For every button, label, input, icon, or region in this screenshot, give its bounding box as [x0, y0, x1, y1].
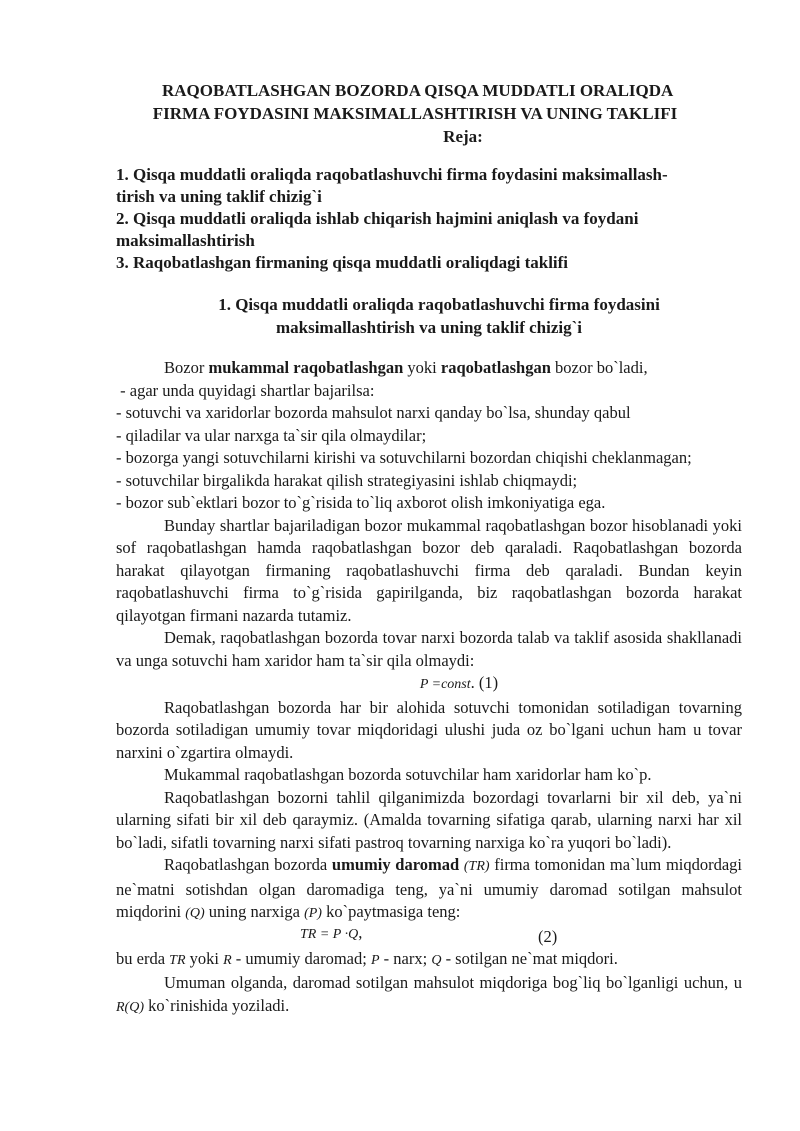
title-line-1: RAQOBATLASHGAN BOZORDA QISQA MUDDATLI ORALIQDA: [162, 81, 674, 100]
plan-item-2-cont: maksimallashtirish: [116, 231, 255, 250]
plan-item-3: 3. Raqobatlashgan firmaning qisqa muddatli oraliqdagi taklifi: [116, 253, 569, 272]
paragraph-3: Demak, raqobatlashgan bozorda tovar narxi bozorda talab va taklif asosida shakllanadi va unga sotuvchi ham xaridor ham ta`sir qila olmaydi:: [116, 628, 742, 670]
equation-2-comma: ,: [358, 922, 363, 942]
math-symbol: (Q): [185, 906, 205, 921]
plan-list: [116, 164, 756, 274]
equation-1: [116, 672, 742, 697]
text-run: Raqobatlashgan bozorda: [164, 855, 332, 874]
title-line-2: FIRMA FOYDASINI MAKSIMALLASHTIRISH VA UNING TAKLIFI: [152, 104, 678, 123]
reja-heading: Reja:: [443, 127, 483, 146]
math-symbol: R(Q): [116, 999, 144, 1015]
bold-term: raqobatlashgan: [440, 358, 551, 377]
math-symbol: P: [370, 952, 380, 968]
text-run: ko`paytmasiga teng:: [321, 902, 461, 921]
paragraph-5: Mukammal raqobatlashgan bozorda sotuvchilar ham xaridorlar ham ko`p.: [164, 765, 652, 784]
text-run: ko`rinishida yoziladi.: [144, 995, 290, 1015]
section-heading-line-1: 1. Qisqa muddatli oraliqda raqobatlashuvchi firma foydasini: [218, 295, 660, 314]
condition-2: - bozorga yangi sotuvchilarni kirishi va sotuvchilarni bozordan chiqishi cheklanmagan;: [116, 448, 692, 467]
text-run: uning narxiga: [204, 902, 305, 921]
math-symbol: Q: [431, 952, 442, 968]
condition-1-cont: - qiladilar va ular narxga ta`sir qila olmaydilar;: [116, 425, 427, 445]
text-run: - narx;: [379, 948, 432, 968]
bold-term: mukammal raqobatlashgan: [208, 358, 404, 377]
condition-1: - sotuvchi va xaridorlar bozorda mahsulot narxi qanday bo`lsa, shunday qabul: [116, 403, 631, 422]
body-text: [116, 357, 742, 1019]
paragraph-1: [116, 357, 742, 380]
equation-1-formula: P =const: [419, 677, 471, 692]
equation-1-number: . (1): [470, 673, 499, 692]
text-run: Umuman olganda, daromad sotilgan mahsulot miqdoriga bog`liq bo`lganligi uchun, u: [164, 973, 742, 992]
math-symbol: (P): [304, 906, 322, 921]
text-run: bozor bo`ladi,: [550, 358, 648, 377]
paragraph-6: Raqobatlashgan bozorni tahlil qilganimizda bozordagi tovarlarni bir xil deb, ya`ni ularning sifati bir xil deb qaraymiz. (Amalda tovarning sifatiga qarab, ularning narxi har xil bo`ladi, sifatli tovarning narxi sifati pastroq tovarning narxiga ko`ra yuqori bo`ladi).: [116, 787, 742, 852]
condition-4: - bozor sub`ektlari bozor to`g`risida to`liq axborot olish imkoniyatiga ega.: [116, 493, 606, 512]
math-symbol: TR: [169, 952, 186, 968]
section-1-heading: [116, 294, 742, 339]
document-title: [110, 80, 720, 148]
condition-intro: - agar unda quyidagi shartlar bajarilsa:: [116, 380, 375, 400]
section-heading-line-2: maksimallashtirish va uning taklif chizig`i: [275, 318, 583, 337]
paragraph-4: Raqobatlashgan bozorda har bir alohida sotuvchi tomonidan sotiladigan tovarning bozorda sotiladigan umumiy tovar miqdoridagi ulushi juda oz bo`lgani uchun ham u tovar narxini o`zgartira olmaydi.: [116, 697, 742, 762]
math-symbol: (TR): [463, 859, 490, 874]
text-run: yoki: [185, 948, 224, 968]
definitions-line: [116, 948, 742, 973]
text-run: firma tomonidan ma`lum miqdordagi ne`matni sotishdan olgan daromadiga teng, ya`ni umumiy daromad sotilgan mahsulot miqdorini: [116, 855, 743, 921]
condition-3: - sotuvchilar birgalikda harakat qilish strategiyasini ishlab chiqmaydi;: [116, 470, 578, 490]
paragraph-8: [116, 972, 742, 1019]
plan-item-1: 1. Qisqa muddatli oraliqda raqobatlashuvchi firma foydasini maksimallash-: [116, 165, 668, 184]
text-run: - sotilgan ne`mat miqdori.: [441, 948, 618, 968]
equation-2-formula: TR = P ·Q: [300, 926, 359, 942]
text-run: - umumiy daromad;: [231, 948, 371, 968]
plan-item-1-cont: tirish va uning taklif chizig`i: [116, 187, 322, 206]
text-run: bu erda: [116, 948, 170, 968]
text-run: yoki: [403, 358, 441, 377]
bold-term: umumiy daromad: [331, 855, 460, 874]
plan-item-2: 2. Qisqa muddatli oraliqda ishlab chiqarish hajmini aniqlash va foydani: [116, 209, 639, 228]
paragraph-2: Bunday shartlar bajariladigan bozor mukammal raqobatlashgan bozor hisoblanadi yoki sof raqobatlashgan hamda raqobatlashgan bozor deb qaraladi. Raqobatlashgan bozorda harakat qilayotgan firmaning raqobatlashuvchi firma deb qaraladi. Bundan keyin raqobatlashuvchi firma to`g`risida gapirilganda, biz raqobatlashgan bozorda harakat qilayotgan firmani nazarda tutamiz.: [116, 515, 742, 625]
math-symbol: R: [223, 952, 232, 968]
paragraph-7: [116, 854, 742, 926]
equation-2-number: (2): [538, 926, 558, 946]
equation-2: [116, 922, 742, 948]
text-run: Bozor: [164, 358, 209, 377]
